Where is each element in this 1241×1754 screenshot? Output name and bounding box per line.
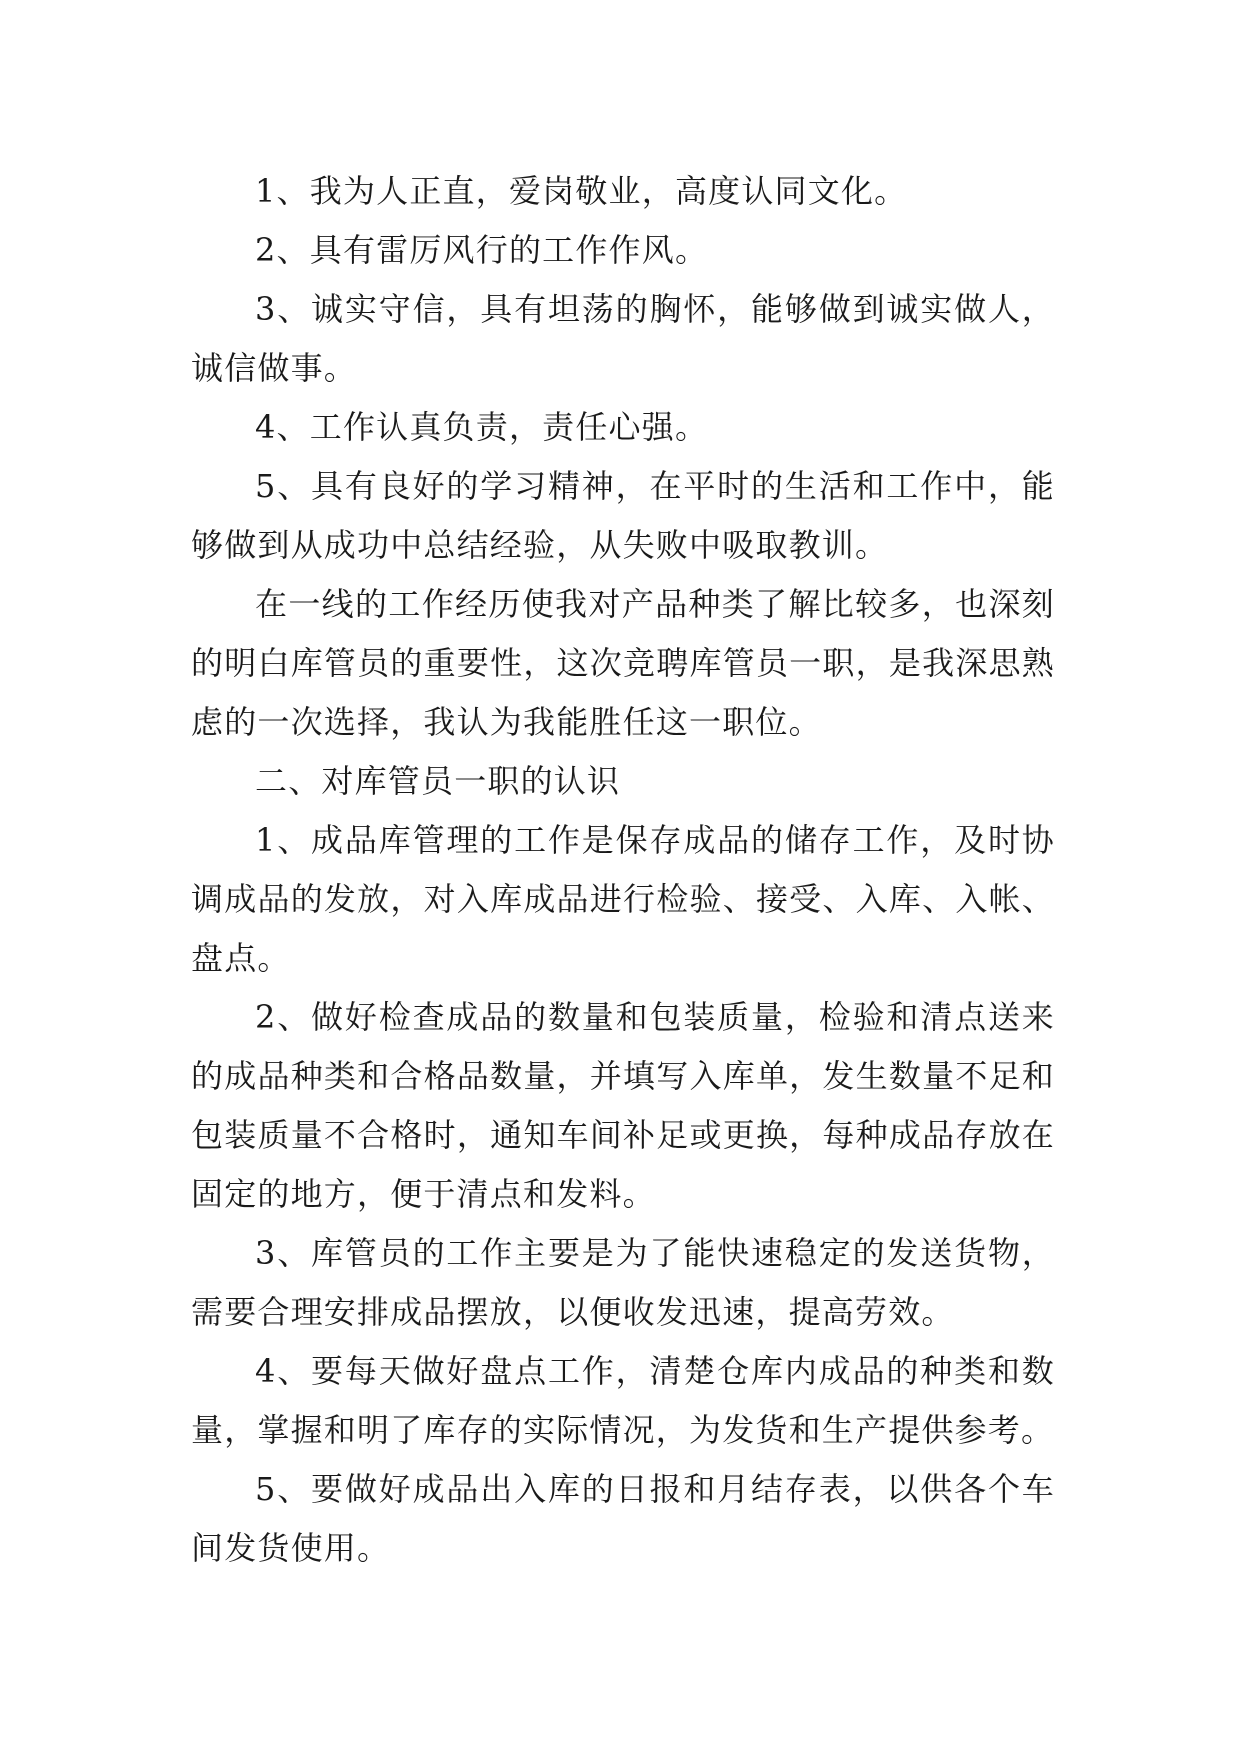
paragraph-6: 在一线的工作经历使我对产品种类了解比较多，也深刻的明白库管员的重要性，这次竞聘库管员一职，是我深思熟虑的一次选择，我认为我能胜任这一职位。 [191,585,1055,741]
paragraph-11: 5、要做好成品出入库的日报和月结存表，以供各个车间发货使用。 [191,1470,1055,1567]
paragraph-3: 3、诚实守信，具有坦荡的胸怀，能够做到诚实做人，诚信做事。 [191,290,1055,387]
section-heading: 二、对库管员一职的认识 [255,762,621,800]
paragraph-1: 1、我为人正直，爱岗敬业，高度认同文化。 [255,172,908,210]
paragraph-2: 2、具有雷厉风行的工作作风。 [255,231,709,269]
paragraph-5: 5、具有良好的学习精神，在平时的生活和工作中，能够做到从成功中总结经验，从失败中吸取教训。 [191,467,1055,564]
paragraph-9: 3、库管员的工作主要是为了能快速稳定的发送货物，需要合理安排成品摆放，以便收发迅速，提高劳效。 [191,1234,1055,1331]
paragraph-4: 4、工作认真负责，责任心强。 [255,408,709,446]
paragraph-7: 1、成品库管理的工作是保存成品的储存工作，及时协调成品的发放，对入库成品进行检验、接受、入库、入帐、盘点。 [191,821,1055,977]
paragraph-8: 2、做好检查成品的数量和包装质量，检验和清点送来的成品种类和合格品数量，并填写入库单，发生数量不足和包装质量不合格时，通知车间补足或更换，每种成品存放在固定的地方，便于清点和发料。 [191,998,1055,1213]
document-body [191,162,1055,1578]
paragraph-10: 4、要每天做好盘点工作，清楚仓库内成品的种类和数量，掌握和明了库存的实际情况，为发货和生产提供参考。 [191,1352,1055,1449]
